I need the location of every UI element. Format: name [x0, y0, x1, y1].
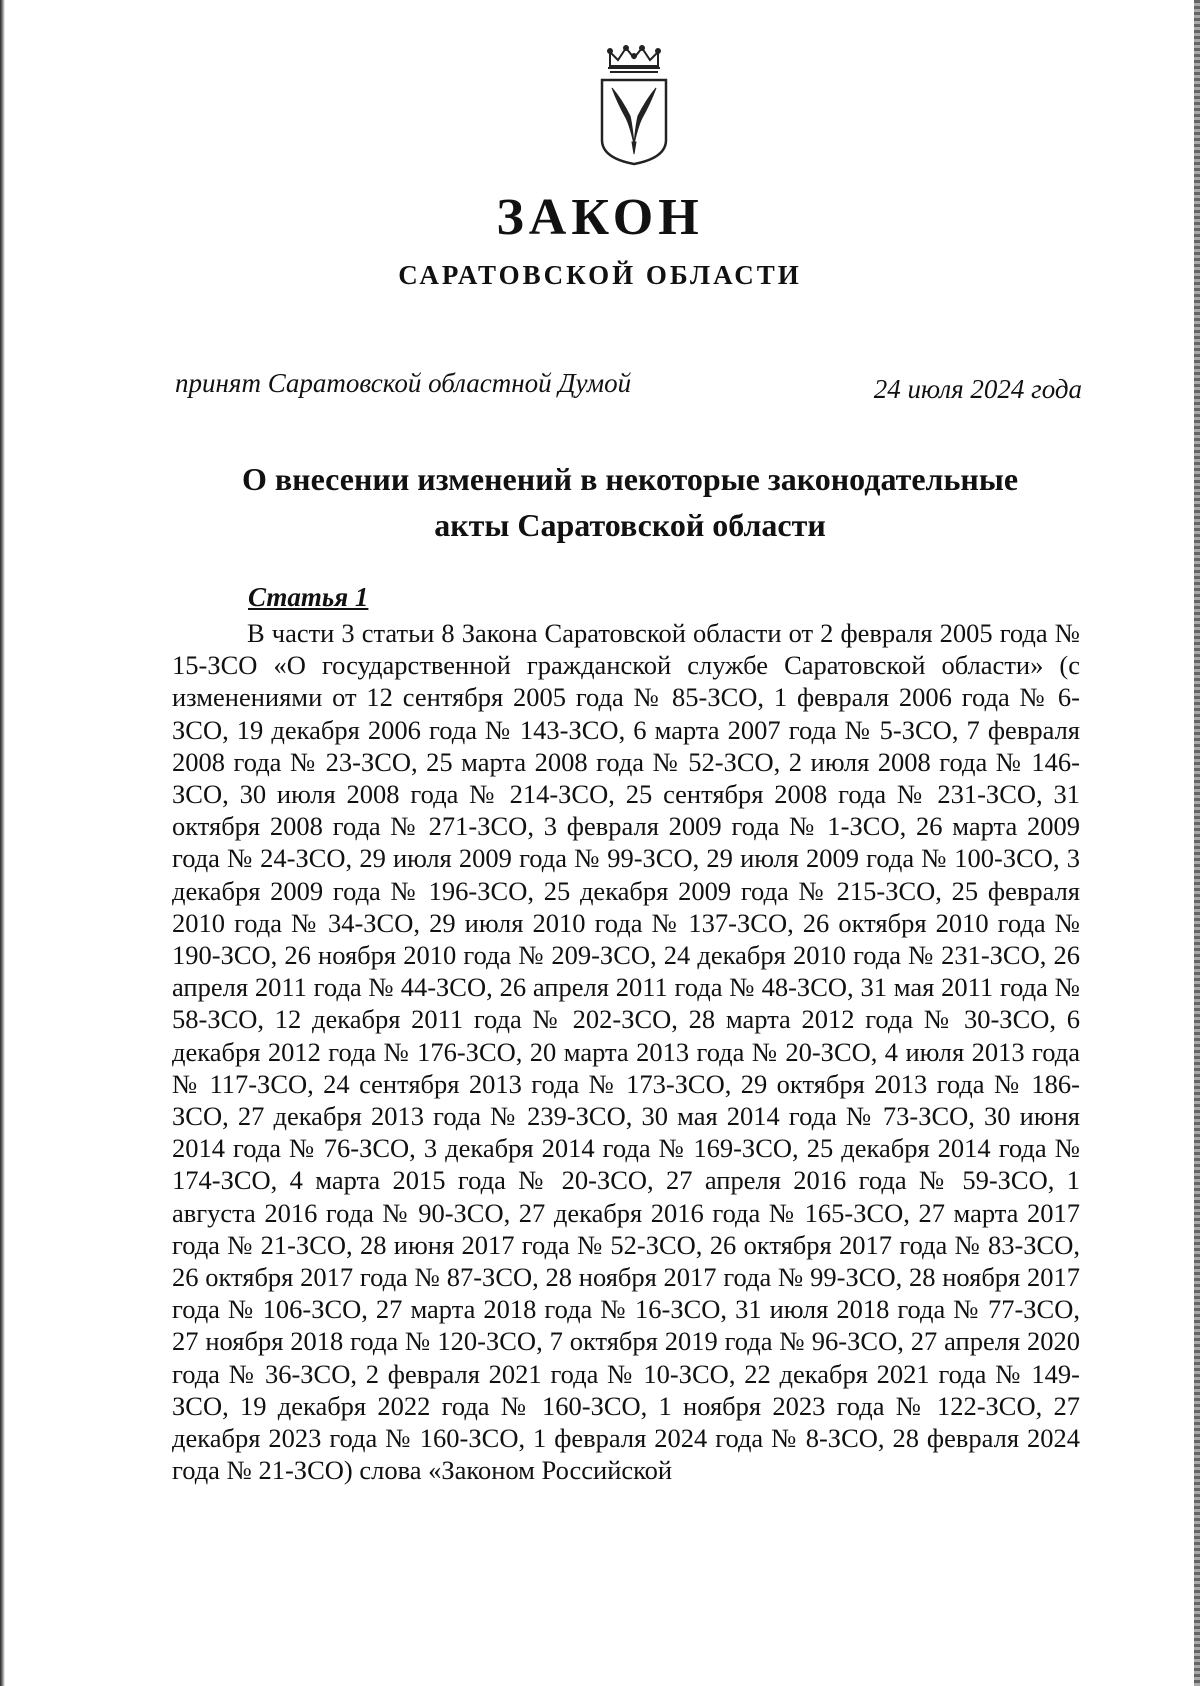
adopted-by: принят Саратовской областной Думой: [175, 368, 632, 398]
document-heading-line1: О внесении изменений в некоторые законодательные: [241, 461, 1019, 497]
adoption-date: 24 июля 2024 года: [873, 374, 1082, 404]
document-heading-line2: акты Саратовской области: [434, 507, 826, 543]
scan-edge-left: [0, 0, 5, 1686]
article-label: Статья 1: [248, 582, 369, 612]
scan-edge-right: [1194, 0, 1200, 1686]
article-body: В части 3 статьи 8 Закона Саратовской области от 2 февраля 2005 года № 15-ЗСО «О государственной гражданской службе Саратовской области» (с изменениями от 12 сентября 2005 года № 85-ЗСО, 1 февраля 2006 года № 6-ЗСО, 19 декабря 2006 года № 143-ЗСО, 6 марта 2007 года № 5-ЗСО, 7 февраля 2008 года № 23-ЗСО, 25 марта 2008 года № 52-ЗСО, 2 июля 2008 года № 146-ЗСО, 30 июля 2008 года № 214-ЗСО, 25 сентября 2008 года № 231-ЗСО, 31 октября 2008 года № 271-ЗСО, 3 февраля 2009 года № 1-ЗСО, 26 марта 2009 года № 24-ЗСО, 29 июля 2009 года № 99-ЗСО, 29 июля 2009 года № 100-ЗСО, 3 декабря 2009 года № 196-ЗСО, 25 декабря 2009 года № 215-ЗСО, 25 февраля 2010 года № 34-ЗСО, 29 июля 2010 года № 137-ЗСО, 26 октября 2010 года № 190-ЗСО, 26 ноября 2010 года № 209-ЗСО, 24 декабря 2010 года № 231-ЗСО, 26 апреля 2011 года № 44-ЗСО, 26 апреля 2011 года № 48-ЗСО, 31 мая 2011 года № 58-ЗСО, 12 декабря 2011 года № 202-ЗСО, 28 марта 2012 года № 30-ЗСО, 6 декабря 2012 года № 176-ЗСО, 20 марта 2013 года № 20-ЗСО, 4 июля 2013 года № 117-ЗСО, 24 сентября 2013 года № 173-ЗСО, 29 октября 2013 года № 186-ЗСО, 27 декабря 2013 года № 239-ЗСО, 30 мая 2014 года № 73-ЗСО, 30 июня 2014 года № 76-ЗСО, 3 декабря 2014 года № 169-ЗСО, 25 декабря 2014 года № 174-ЗСО, 4 марта 2015 года № 20-ЗСО, 27 апреля 2016 года № 59-ЗСО, 1 августа 2016 года № 90-ЗСО, 27 декабря 2016 года № 165-ЗСО, 27 марта 2017 года № 21-ЗСО, 28 июня 2017 года № 52-ЗСО, 26 октября 2017 года № 83-ЗСО, 26 октября 2017 года № 87-ЗСО, 28 ноября 2017 года № 99-ЗСО, 28 ноября 2017 года № 106-ЗСО, 27 марта 2018 года № 16-ЗСО, 31 июля 2018 года № 77-ЗСО, 27 ноября 2018 года № 120-ЗСО, 7 октября 2019 года № 96-ЗСО, 27 апреля 2020 года № 36-ЗСО, 2 февраля 2021 года № 10-ЗСО, 22 декабря 2021 года № 149-ЗСО, 19 декабря 2022 года № 160-ЗСО, 1 ноября 2023 года № 122-ЗСО, 27 декабря 2023 года № 160-ЗСО, 1 февраля 2024 года № 8-ЗСО, 28 февраля 2024 года № 21-ЗСО) слова «Законом Российской: [172, 618, 1080, 1486]
law-title: ЗАКОН: [496, 189, 704, 246]
document-heading: [180, 456, 1080, 548]
law-subtitle: САРАТОВСКОЙ ОБЛАСТИ: [398, 260, 802, 290]
saratov-oblast-coat-of-arms-icon: [596, 44, 672, 168]
